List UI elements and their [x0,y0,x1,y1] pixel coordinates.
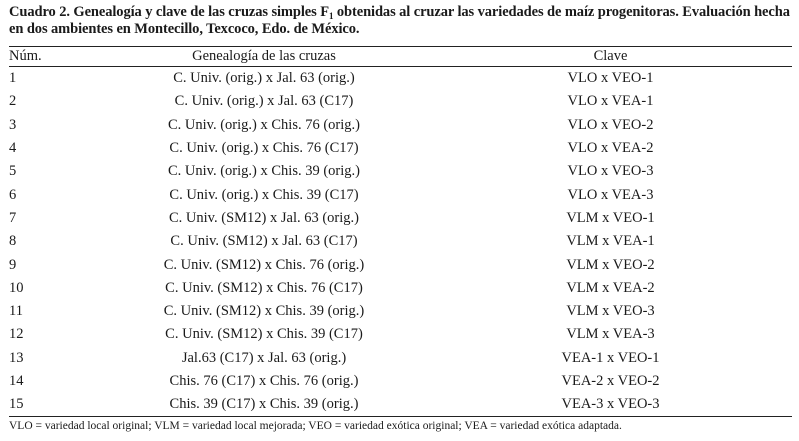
table-row [9,300,792,323]
table-row [9,230,792,253]
cell-key: VLO x VEO-3 [567,163,654,180]
cell-genealogy: C. Univ. (orig.) x Chis. 76 (C17) [169,140,359,157]
table-row [9,323,792,346]
cell-num: 2 [9,93,17,110]
cell-genealogy: Chis. 76 (C17) x Chis. 76 (orig.) [169,373,359,389]
table-row [9,393,792,417]
cell-genealogy: C. Univ. (SM12) x Chis. 39 (C17) [165,326,363,343]
cell-key: VEA-3 x VEO-3 [429,393,792,417]
caption-suffix: obtenidas al cruzar las variedades de maíz progenitoras. Evaluación hecha en dos ambientes en Montecillo, Texcoco, Edo. de México. [9,4,790,37]
table-row [9,90,792,113]
table-caption [9,4,794,38]
cell-genealogy: C. Univ. (SM12) x Chis. 76 (C17) [165,279,363,296]
cell-num: 9 [9,256,17,273]
cell-key: VLM x VEA-3 [566,326,655,343]
cell-genealogy: C. Univ. (orig.) x Chis. 39 (C17) [169,186,359,203]
cell-genealogy: C. Univ. (SM12) x Chis. 39 (orig.) [163,303,365,320]
cell-genealogy: C. Univ. (orig.) x Chis. 76 (orig.) [168,116,360,133]
cell-key: VLO x VEA-2 [567,140,654,157]
header-genealogy: Genealogía de las cruzas [99,47,429,67]
cell-num: 4 [9,140,17,157]
table-row [9,207,792,230]
cell-num: 8 [9,233,17,250]
header-key: Clave [429,47,792,67]
cell-key: VEA-2 x VEO-2 [561,373,660,389]
cell-genealogy: C. Univ. (SM12) x Jal. 63 (orig.) [169,209,359,226]
cell-genealogy: C. Univ. (orig.) x Jal. 63 (orig.) [173,70,355,87]
cell-key: VLM x VEO-1 [566,209,655,226]
cell-num: 6 [9,186,17,203]
cell-key: VLO x VEO-1 [567,70,654,87]
table-row [9,137,792,160]
cell-key: VEA-1 x VEO-1 [561,349,660,366]
header-num: Núm. [9,47,99,67]
cell-key: VLO x VEA-1 [567,93,654,110]
table-row [9,347,792,370]
table-row [9,253,792,276]
table-row [9,114,792,137]
cell-key: VLM x VEO-2 [566,256,655,273]
table-footnote: VLO = variedad local original; VLM = variedad local mejorada; VEO = variedad exótica original; VEA = variedad exótica adaptada. [9,420,622,432]
table-row [9,160,792,183]
caption-subscript: 1 [328,11,334,21]
cell-num: 1 [9,70,17,87]
table-row [9,183,792,206]
cell-num: 12 [9,326,24,343]
cell-key: VLM x VEO-3 [566,303,655,320]
cell-num: 3 [9,116,17,133]
cell-key: VLM x VEA-2 [566,279,655,296]
table-row [9,277,792,300]
table-row [9,67,792,91]
cell-genealogy: Chis. 39 (C17) x Chis. 39 (orig.) [99,393,429,417]
cell-genealogy: Jal.63 (C17) x Jal. 63 (orig.) [181,349,347,366]
crosses-table [9,46,792,417]
cell-genealogy: C. Univ. (SM12) x Chis. 76 (orig.) [163,256,365,273]
table-row [9,370,792,393]
caption-prefix: Cuadro 2. Genealogía y clave de las cruzas simples F [9,4,329,20]
cell-num: 7 [9,209,17,226]
cell-key: VLO x VEO-2 [567,116,654,133]
cell-num: 10 [9,279,24,296]
cell-key: VLM x VEA-1 [566,233,655,250]
cell-num: 5 [9,163,17,180]
cell-num: 15 [9,393,99,417]
cell-genealogy: C. Univ. (SM12) x Jal. 63 (C17) [170,233,358,250]
cell-num: 11 [9,303,23,320]
table-header-row [9,47,792,67]
cell-num: 14 [9,373,24,389]
cell-genealogy: C. Univ. (orig.) x Jal. 63 (C17) [174,93,354,110]
cell-genealogy: C. Univ. (orig.) x Chis. 39 (orig.) [168,163,360,180]
cell-num: 13 [9,349,24,366]
cell-key: VLO x VEA-3 [567,186,654,203]
